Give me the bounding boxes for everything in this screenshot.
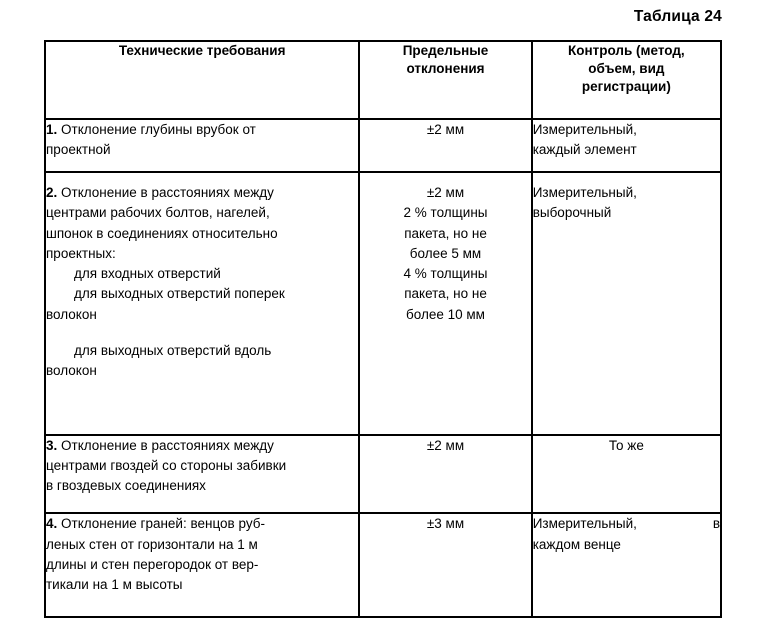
header-technical-requirements — [45, 41, 359, 119]
deviation-line: ±2 мм — [426, 122, 465, 137]
control-line: каждом венце — [532, 536, 621, 552]
deviation-line: более 5 мм — [409, 245, 482, 261]
deviation-line: ±2 мм — [426, 185, 465, 201]
deviation-line: пакета, но не — [404, 225, 487, 241]
control-line: каждый элемент — [532, 142, 637, 158]
control-line: Измерительный, — [532, 122, 637, 137]
table-header — [45, 41, 721, 119]
requirement-line: Отклонение глубины врубок от — [61, 122, 256, 137]
item-number: 3. — [46, 437, 58, 453]
requirement-line: в гвоздевых соединениях — [46, 478, 206, 494]
table-row — [45, 119, 721, 172]
requirement-line: шпонок в соединениях относительно — [46, 225, 278, 241]
requirement-line: Отклонение в расстояниях между — [61, 437, 274, 453]
cell-control — [532, 435, 721, 513]
header-control — [532, 41, 721, 119]
item-number: 2. — [46, 185, 58, 201]
spacer — [46, 325, 358, 341]
sub-item-line: для выходных отверстий поперек — [74, 286, 285, 302]
requirement-line: тикали на 1 м высоты — [46, 577, 183, 592]
requirements-table — [44, 40, 722, 618]
requirement-line: Отклонение граней: венцов руб- — [61, 516, 265, 532]
cell-deviation — [359, 172, 531, 435]
table-row — [45, 172, 721, 435]
header-line: Технические требования — [118, 43, 286, 58]
requirement-line: леных стен от горизонтали на 1 м — [46, 536, 258, 552]
cell-deviation — [359, 435, 531, 513]
requirement-line: центрами рабочих болтов, нагелей, — [46, 205, 270, 221]
table-caption: Таблица 24 — [633, 8, 722, 25]
table-row — [45, 513, 721, 617]
control-line: Измерительный, — [532, 185, 637, 201]
cell-control — [532, 119, 721, 172]
table-body — [45, 119, 721, 617]
deviation-line: ±2 мм — [426, 437, 465, 453]
table-row — [45, 435, 721, 513]
table-header-row — [45, 41, 721, 119]
sub-item-line: волокон — [46, 363, 97, 379]
header-line: отклонения — [406, 61, 485, 77]
requirement-line: проектных: — [46, 245, 116, 261]
cell-deviation — [359, 119, 531, 172]
control-line: То же — [608, 437, 644, 453]
item-number: 4. — [46, 516, 58, 532]
table-container — [44, 40, 722, 618]
deviation-line: 2 % толщины — [403, 205, 488, 221]
requirement-line: проектной — [46, 142, 111, 158]
header-line: Контроль (метод, — [568, 43, 685, 58]
control-line: Измерительный, в — [532, 516, 720, 532]
deviation-line: более 10 мм — [406, 306, 485, 322]
cell-requirement — [45, 172, 359, 435]
cell-deviation — [359, 513, 531, 617]
cell-control — [532, 172, 721, 435]
sub-item-line: волокон — [46, 306, 97, 322]
sub-item-line: для выходных отверстий вдоль — [74, 342, 272, 358]
requirement-line: длины и стен перегородок от вер- — [46, 556, 259, 572]
deviation-line: 4 % толщины — [403, 266, 488, 282]
item-number: 1. — [46, 122, 58, 137]
deviation-line: пакета, но не — [404, 286, 487, 302]
requirement-line: Отклонение в расстояниях между — [61, 185, 274, 201]
header-line: Предельные — [402, 43, 489, 58]
requirement-line: центрами гвоздей со стороны забивки — [46, 458, 287, 474]
sub-item-line: для входных отверстий — [74, 266, 221, 282]
header-line: регистрации) — [581, 79, 671, 95]
cell-requirement — [45, 119, 359, 172]
cell-requirement — [45, 513, 359, 617]
cell-control — [532, 513, 721, 617]
cell-requirement — [45, 435, 359, 513]
header-line: объем, вид — [588, 61, 665, 77]
header-limit-deviations — [359, 41, 531, 119]
control-line: выборочный — [532, 205, 612, 221]
deviation-line: ±3 мм — [426, 516, 465, 532]
